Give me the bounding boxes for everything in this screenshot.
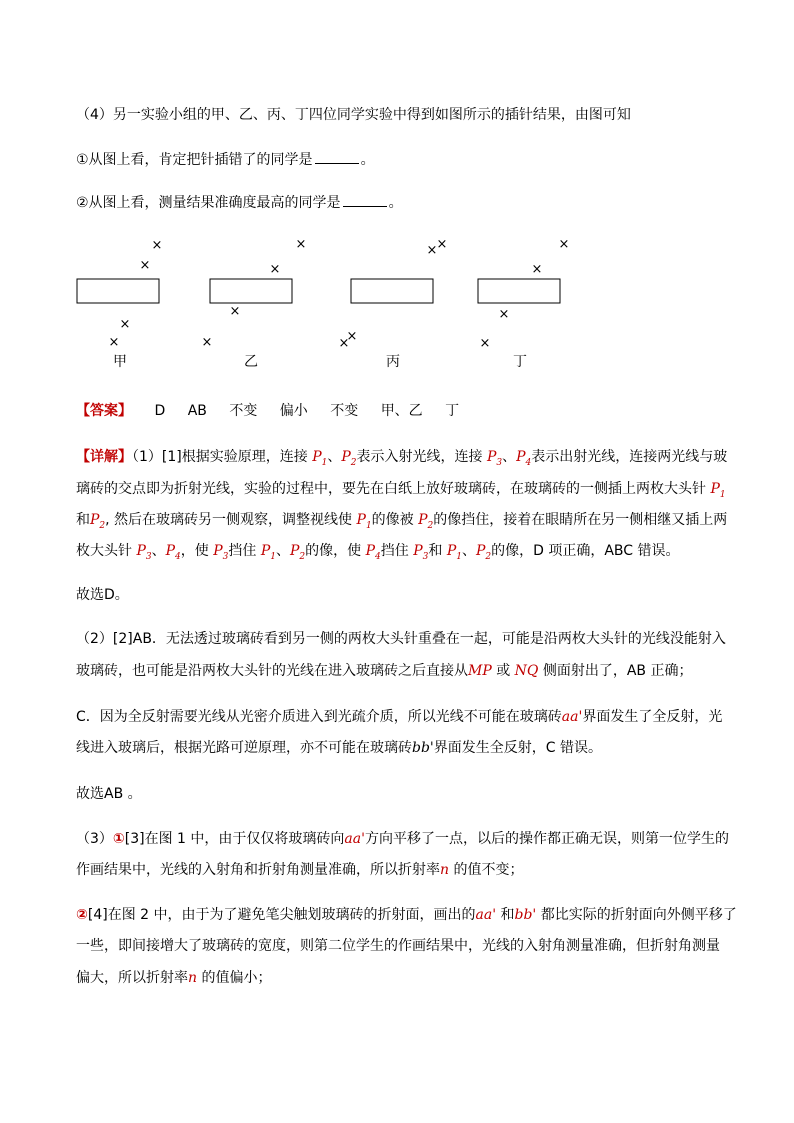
student-label-bing: 丙 xyxy=(386,354,400,370)
pin-mark: × xyxy=(479,336,491,351)
detail-pc-line-2: 线进入玻璃后，根据光路可逆原理，亦不可能在玻璃砖bb'界面发生全反射，C 错误。 xyxy=(76,740,603,756)
detail-pc-line-1: C．因为全反射需要光线从光密介质进入到光疏介质，所以光线不可能在玻璃砖aa'界面发生了全反射，光 xyxy=(76,709,723,725)
detail-line-2: 璃砖的交点即为折射光线，实验的过程中，要先在白纸上放好玻璃砖，在玻璃砖的一侧插上两枚大头针 $P_1$ xyxy=(76,481,726,500)
pin-mark: × xyxy=(139,258,151,273)
detail-choose-ab: 故选AB 。 xyxy=(76,786,142,802)
glass-block-ding xyxy=(478,279,560,303)
answer-value: D xyxy=(154,403,166,419)
detail-p4-line-3: 偏大，所以折射率n 的值偏小； xyxy=(76,970,272,986)
detail-choose-d: 故选D。 xyxy=(76,587,129,603)
answer-value: 甲、乙 xyxy=(380,403,423,419)
detail-p2-line-2: 玻璃砖，也可能是沿两枚大头针的光线在进入玻璃砖之后直接从MP 或 NQ 侧面射出了，AB 正确； xyxy=(76,663,693,679)
detail-p4-line-1: ②[4]在图 2 中，由于为了避免笔尖触划玻璃砖的折射面，画出的aa' 和bb' 都比实际的折射面向外侧平移了 xyxy=(76,907,737,923)
pin-mark: × xyxy=(269,262,281,277)
pin-mark: × xyxy=(498,307,510,322)
pin-mark: × xyxy=(151,238,163,253)
glass-block-jia xyxy=(77,279,159,303)
answer-value: 丁 xyxy=(445,403,460,419)
detail-line-3: 和$P_2$, 然后在玻璃砖另一侧观察，调整视线使 $P_1$的像被 $P_2$的像挡住，接着在眼睛所在另一侧相继又插上两 xyxy=(76,512,728,531)
pin-mark: × xyxy=(108,335,120,350)
pin-mark: × xyxy=(436,237,448,252)
q4-item2: ②从图上看，测量结果准确度最高的同学是 。 xyxy=(76,195,403,211)
answer-value: AB xyxy=(187,403,207,419)
answer-value: 不变 xyxy=(330,403,359,419)
answer-line xyxy=(76,400,477,420)
detail-p3-line-1: （3）①[3]在图 1 中，由于仅仅将玻璃砖向aa'方向平移了一点，以后的操作都正确无误，则第一位学生的 xyxy=(76,831,729,847)
student-label-jia: 甲 xyxy=(113,354,127,370)
pin-mark: × xyxy=(558,237,570,252)
pin-mark: × xyxy=(119,317,131,332)
detail-p4-line-2: 一些，即间接增大了玻璃砖的宽度，则第二位学生的作画结果中，光线的入射角测量准确，但折射角测量 xyxy=(76,938,720,954)
detail-line-1: 【详解】（1）[1]根据实验原理，连接 $P_1$、$P_2$表示入射光线，连接 $P_3$、$P_4$表示出射光线，连接两光线与玻 xyxy=(76,449,728,468)
pin-mark: × xyxy=(295,237,307,252)
student-label-ding: 丁 xyxy=(513,354,527,370)
pin-mark: × xyxy=(201,335,213,350)
detail-line-4: 枚大头针 $P_3$、$P_4$，使 $P_3$挡住 $P_1$、$P_2$的像，使 $P_4$挡住 $P_3$和 $P_1$、$P_2$的像，D 项正确，ABC 错误。 xyxy=(76,543,680,562)
pin-mark: × xyxy=(531,262,543,277)
answer-value: 偏小 xyxy=(279,403,308,419)
detail-p3-line-2: 作画结果中，光线的入射角和折射角测量准确，所以折射率n 的值不变； xyxy=(76,862,524,878)
pin-mark: × xyxy=(338,336,350,351)
pin-mark: × xyxy=(229,304,241,319)
q4-intro: （4）另一实验小组的甲、乙、丙、丁四位同学实验中得到如图所示的插针结果，由图可知 xyxy=(76,107,631,123)
detail-p2-line-1: （2）[2]AB．无法透过玻璃砖看到另一侧的两枚大头针重叠在一起，可能是沿两枚大头针的光线没能射入 xyxy=(76,631,726,647)
pin-mark: × xyxy=(426,243,438,258)
answer-tag: 【答案】 xyxy=(76,403,132,419)
pin-mark: × xyxy=(346,329,358,344)
student-label-yi: 乙 xyxy=(244,354,258,370)
q4-item1: ①从图上看，肯定把针插错了的同学是 。 xyxy=(76,152,375,168)
glass-block-yi xyxy=(210,279,292,303)
answer-value: 不变 xyxy=(229,403,258,419)
glass-block-bing xyxy=(351,279,433,303)
